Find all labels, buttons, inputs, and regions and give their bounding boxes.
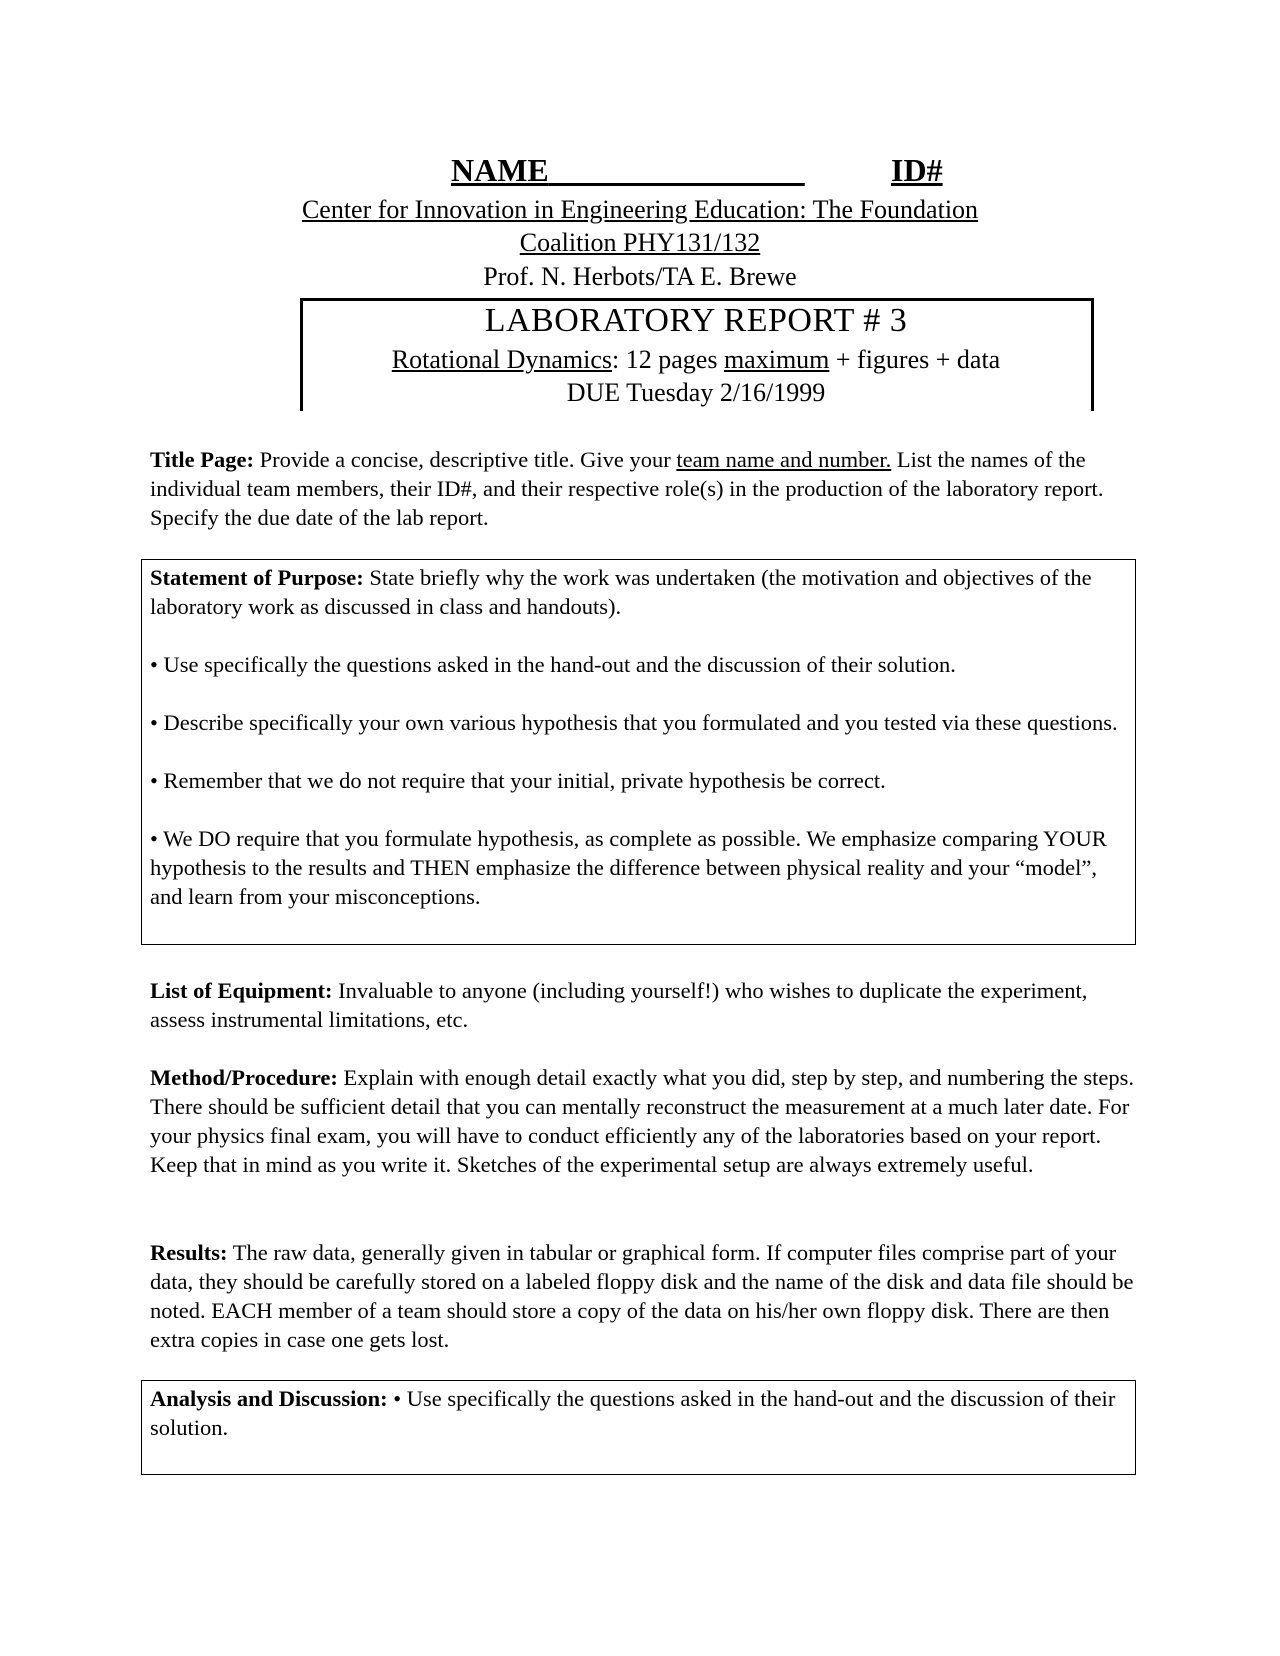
- center-line-1: Center for Innovation in Engineering Education: The Foundation: [301, 195, 979, 224]
- lab-report-title: LABORATORY REPORT # 3: [484, 302, 908, 339]
- results-heading: Results:: [150, 1240, 228, 1265]
- purpose-bullet: • We DO require that you formulate hypothesis, as complete as possible. We emphasize comparing YOUR hypothesis to the results and THEN emphasize the difference between physical reality and your “model”, and learn from your misconceptions.: [150, 826, 1107, 909]
- purpose-box: [141, 559, 1136, 945]
- purpose-intro: Statement of Purpose: State briefly why the work was undertaken (the motivation and objectives of the laboratory work as discussed in class and handouts).: [150, 565, 1092, 619]
- equipment-heading: List of Equipment:: [150, 978, 333, 1003]
- center-line-2: Coalition PHY131/132: [519, 228, 761, 257]
- analysis-heading: Analysis and Discussion:: [150, 1386, 388, 1411]
- method-heading: Method/Procedure:: [150, 1065, 338, 1090]
- analysis-box: [141, 1380, 1136, 1475]
- title-page-heading: Title Page:: [150, 447, 254, 472]
- name-field-label: NAME: [451, 152, 549, 188]
- team-name-text: team name and number.: [676, 447, 892, 472]
- lab-report-subtitle: Rotational Dynamics: 12 pages maximum + figures + data: [391, 345, 1001, 374]
- purpose-bullet: • Remember that we do not require that your initial, private hypothesis be correct.: [150, 768, 886, 793]
- purpose-heading: Statement of Purpose:: [150, 565, 364, 590]
- analysis-text: Analysis and Discussion: • Use specifically the questions asked in the hand-out and the discussion of their solution.: [150, 1386, 1116, 1440]
- purpose-bullet: • Describe specifically your own various hypothesis that you formulated and you tested via these questions.: [150, 710, 1118, 735]
- method-section: Method/Procedure: Explain with enough detail exactly what you did, step by step, and numbering the steps. There should be sufficient detail that you can mentally reconstruct the measurement at a much later date. For your physics final exam, you will have to conduct efficiently any of the laboratories based on your report. Keep that in mind as you write it. Sketches of the experimental setup are always extremely useful.: [150, 1065, 1134, 1177]
- id-field-label: ID#: [891, 152, 943, 188]
- equipment-section: List of Equipment: Invaluable to anyone (including yourself!) who wishes to duplicate the experiment, assess instrumental limitations, etc.: [150, 978, 1088, 1032]
- results-section: Results: The raw data, generally given in tabular or graphical form. If computer files comprise part of your data, they should be carefully stored on a labeled floppy disk and the name of the disk and data file should be noted. EACH member of a team should store a copy of the data on his/her own floppy disk. There are then extra copies in case one gets lost.: [150, 1240, 1134, 1352]
- professor-line: Prof. N. Herbots/TA E. Brewe: [483, 262, 797, 291]
- title-page-section: Title Page: Provide a concise, descriptive title. Give your team name and number. List the names of the individual team members, their ID#, and their respective role(s) in the production of the laboratory report. Specify the due date of the lab report.: [150, 447, 1104, 530]
- purpose-bullet: • Use specifically the questions asked in the hand-out and the discussion of their solution.: [150, 652, 956, 677]
- due-date: DUE Tuesday 2/16/1999: [566, 378, 826, 407]
